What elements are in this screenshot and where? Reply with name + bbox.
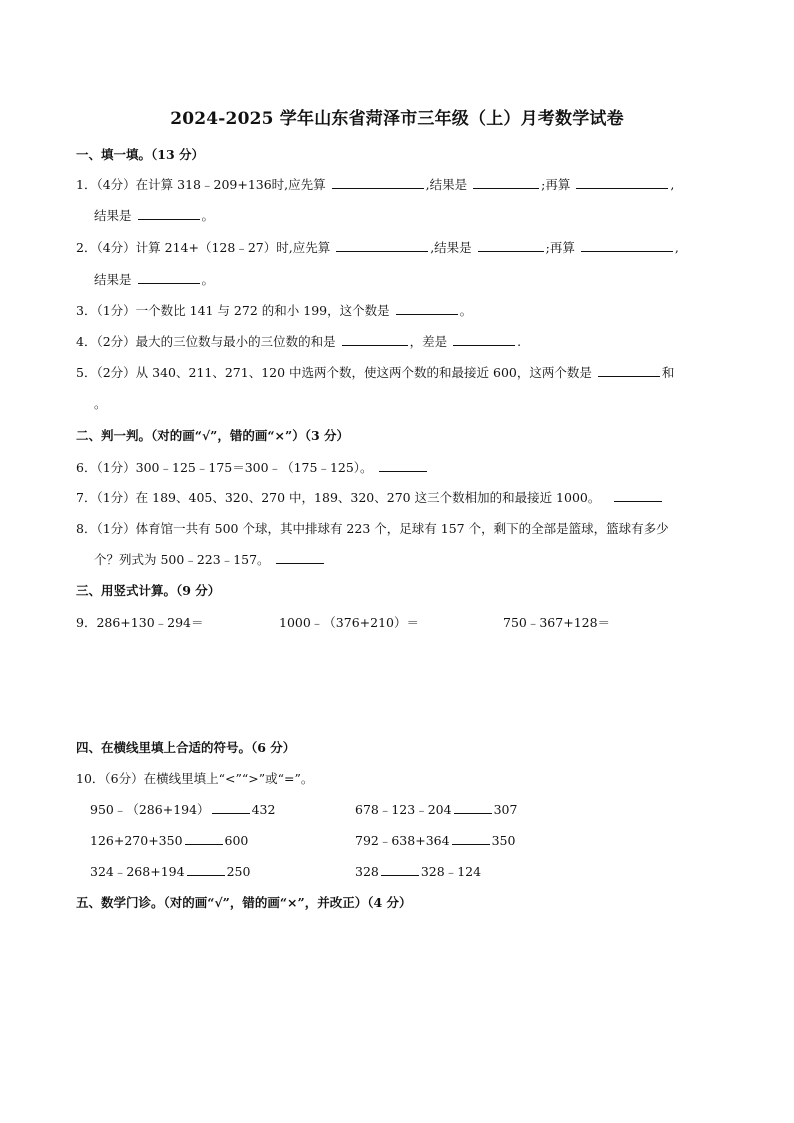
exam-title: 2024-2025 学年山东省菏泽市三年级（上）月考数学试卷 — [170, 109, 624, 129]
question-8-line-1 — [76, 519, 669, 537]
section-4-heading: 四、在横线里填上合适的符号。（6 分） — [76, 740, 296, 755]
compare-right: 600 — [224, 833, 249, 848]
question-4 — [76, 332, 521, 350]
q1-text-e: 结果是 — [94, 208, 132, 223]
compare-right: 328﹣124 — [420, 864, 482, 879]
q1-text-c: ;再算 — [541, 177, 571, 192]
question-5-line-1 — [76, 363, 674, 381]
q1-text-a: 1．（4分）在计算 318﹣209+136时,应先算 — [76, 177, 326, 192]
question-9-part-a: 9．286+130﹣294＝ — [76, 615, 204, 630]
section-1-heading: 一、填一填。（13 分） — [76, 147, 204, 162]
compare-blank[interactable] — [212, 800, 250, 814]
answer-blank[interactable] — [614, 488, 662, 502]
q8-text-a: 8．（1分）体育馆一共有 500 个球，其中排球有 223 个，足球有 157 个，剩下的全部是篮球，篮球有多少 — [76, 521, 669, 536]
section-3-heading: 三、用竖式计算。（9 分） — [76, 583, 221, 598]
q1-text-d: , — [670, 177, 675, 192]
compare-item — [355, 862, 481, 880]
compare-item — [90, 800, 275, 818]
answer-blank[interactable] — [336, 238, 428, 252]
question-7 — [76, 488, 664, 506]
q4-text-c: . — [517, 334, 522, 349]
question-1-line-2 — [94, 206, 214, 224]
answer-blank[interactable] — [581, 238, 673, 252]
question-2-line-2 — [94, 270, 214, 288]
question-2-line-1 — [76, 238, 679, 256]
answer-blank[interactable] — [396, 301, 458, 315]
answer-blank[interactable] — [138, 206, 200, 220]
q2-text-e: 结果是 — [94, 272, 132, 287]
compare-item — [90, 862, 250, 880]
compare-item — [355, 831, 515, 849]
q6-text-a: 6．（1分）300﹣125﹣175＝300﹣（175﹣125）。 — [76, 460, 373, 475]
question-10-intro: 10．（6分）在横线里填上“<”“>”或“=”。 — [76, 771, 314, 786]
q2-text-c: ;再算 — [545, 240, 575, 255]
answer-blank[interactable] — [276, 550, 324, 564]
question-3 — [76, 301, 472, 319]
q1-text-b: ,结果是 — [425, 177, 468, 192]
answer-blank[interactable] — [598, 363, 660, 377]
q5-text-b: 和 — [661, 365, 675, 380]
answer-blank[interactable] — [379, 458, 427, 472]
compare-left: 792﹣638+364 — [355, 833, 450, 848]
compare-left: 950﹣（286+194） — [90, 802, 210, 817]
compare-blank[interactable] — [187, 862, 225, 876]
section-5-heading: 五、数学门诊。（对的画“√”，错的画“×”，并改正）（4 分） — [76, 895, 412, 910]
answer-blank[interactable] — [453, 332, 515, 346]
q3-text-b: 。 — [459, 303, 473, 318]
q3-text-a: 3．（1分）一个数比 141 与 272 的和小 199，这个数是 — [76, 303, 390, 318]
answer-blank[interactable] — [473, 175, 539, 189]
question-1-line-1 — [76, 175, 674, 193]
compare-left: 328 — [355, 864, 379, 879]
compare-left: 324﹣268+194 — [90, 864, 185, 879]
answer-blank[interactable] — [138, 270, 200, 284]
answer-blank[interactable] — [342, 332, 408, 346]
q7-text-a: 7．（1分）在 189、405、320、270 中，189、320、270 这三个数相加的和最接近 1000。 — [76, 490, 601, 505]
q8-text-b: 个？列式为 500﹣223﹣157。 — [94, 552, 270, 567]
question-9-part-c: 750﹣367+128＝ — [503, 615, 611, 630]
answer-blank[interactable] — [576, 175, 668, 189]
compare-left: 678﹣123﹣204 — [355, 802, 452, 817]
question-5-line-2 — [94, 394, 107, 412]
question-8-line-2 — [94, 550, 326, 568]
q5-text-c: 。 — [94, 396, 107, 411]
compare-blank[interactable] — [452, 831, 490, 845]
q2-text-d: , — [674, 240, 679, 255]
q2-text-b: ,结果是 — [430, 240, 472, 255]
compare-right: 250 — [226, 864, 251, 879]
q4-text-b: ，差是 — [409, 334, 448, 349]
compare-left: 126+270+350 — [90, 833, 183, 848]
compare-item — [90, 831, 248, 848]
compare-blank[interactable] — [454, 800, 492, 814]
q5-text-a: 5．（2分）从 340、211、271、120 中选两个数，使这两个数的和最接近 600，这两个数是 — [76, 365, 592, 380]
question-9-part-b: 1000﹣（376+210）＝ — [279, 615, 420, 630]
compare-right: 307 — [493, 802, 518, 817]
q2-text-f: 。 — [201, 272, 215, 287]
q2-text-a: 2．（4分）计算 214+（128﹣27）时,应先算 — [76, 240, 331, 255]
compare-item — [355, 800, 517, 818]
compare-right: 432 — [251, 802, 276, 817]
answer-blank[interactable] — [478, 238, 544, 252]
answer-blank[interactable] — [332, 175, 424, 189]
q1-text-f: 。 — [201, 208, 215, 223]
compare-blank[interactable] — [381, 862, 419, 876]
q4-text-a: 4．（2分）最大的三位数与最小的三位数的和是 — [76, 334, 336, 349]
compare-blank[interactable] — [185, 831, 223, 845]
section-2-heading: 二、判一判。（对的画“√”，错的画“×”）（3 分） — [76, 428, 349, 443]
compare-right: 350 — [491, 833, 516, 848]
question-6 — [76, 458, 429, 476]
